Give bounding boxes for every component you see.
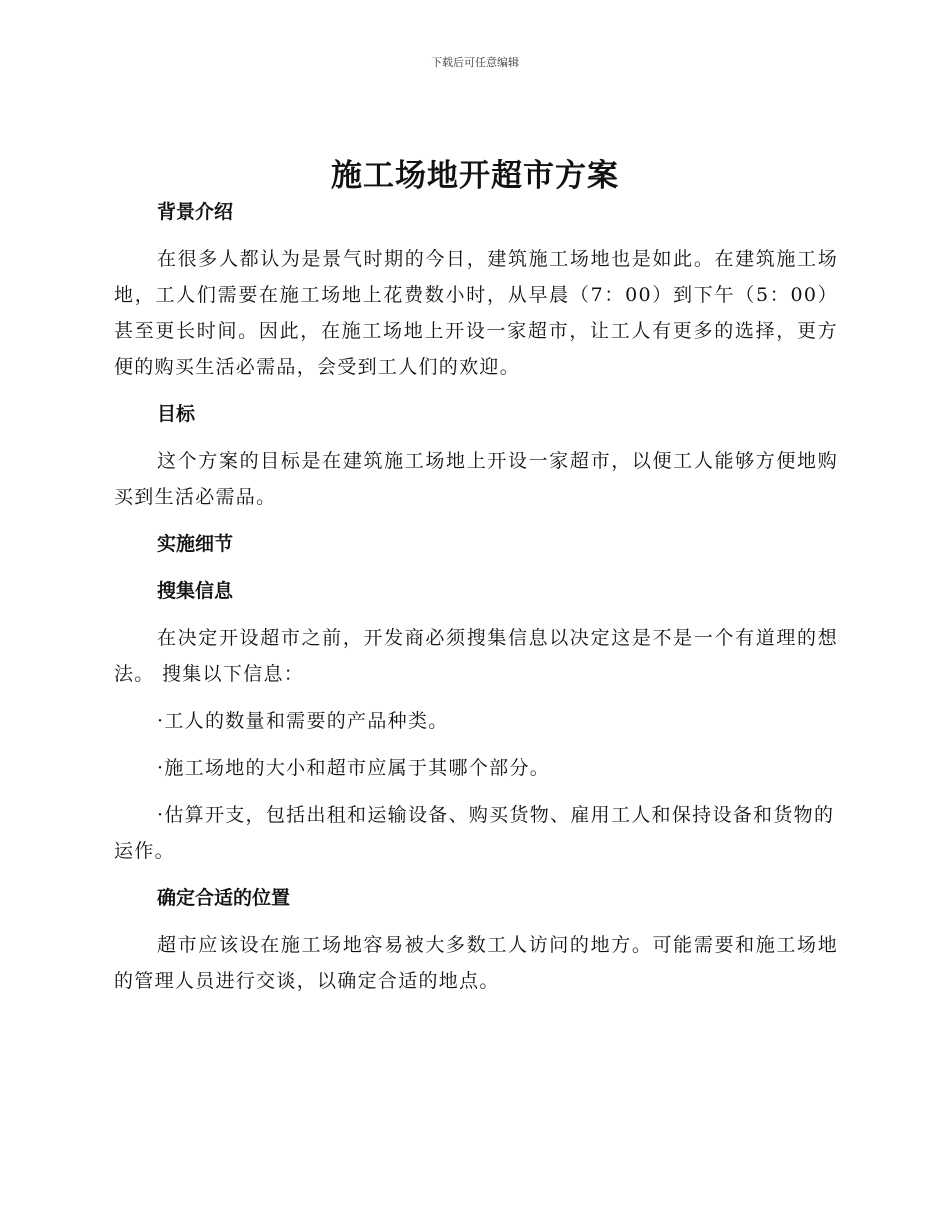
document-body bbox=[114, 194, 838, 1010]
section-heading-implementation: 实施细节 bbox=[157, 533, 234, 555]
bullet-item bbox=[114, 797, 838, 869]
bullet-dot-icon: · bbox=[157, 757, 165, 779]
page-title: 施工场地开超市方案 bbox=[331, 158, 619, 194]
bullet-text: 施工场地的大小和超市应属于其哪个部分。 bbox=[164, 757, 551, 779]
paragraph-location: 超市应该设在施工场地容易被大多数工人访问的地方。可能需要和施工场地的管理人员进行交谈，以确定合适的地点。 bbox=[114, 934, 838, 992]
bullet-item bbox=[114, 703, 838, 739]
paragraph-background: 在很多人都认为是景气时期的今日，建筑施工场地也是如此。在建筑施工场地，工人们需要在施工场地上花费数小时，从早晨（7：00）到下午（5：00）甚至更长时间。因此，在施工场地上开设一家超市，让工人有更多的选择，更方便的购买生活必需品，会受到工人们的欢迎。 bbox=[114, 248, 838, 378]
bullet-dot-icon: · bbox=[157, 710, 165, 732]
bullet-dot-icon: · bbox=[157, 804, 165, 826]
paragraph-goal: 这个方案的目标是在建筑施工场地上开设一家超市，以便工人能够方便地购买到生活必需品。 bbox=[114, 450, 838, 508]
paragraph-collect: 在决定开设超市之前，开发商必须搜集信息以决定这是不是一个有道理的想法。 搜集以下信息： bbox=[114, 627, 838, 685]
bullet-item bbox=[114, 750, 838, 786]
section-heading-background: 背景介绍 bbox=[157, 201, 234, 223]
section-heading-location: 确定合适的位置 bbox=[157, 887, 291, 909]
section-heading-goal: 目标 bbox=[157, 403, 196, 425]
bullet-text: 估算开支，包括出租和运输设备、购买货物、雇用工人和保持设备和货物的运作。 bbox=[114, 804, 835, 862]
section-heading-collect: 搜集信息 bbox=[157, 580, 234, 602]
header-note: 下载后可任意编辑 bbox=[431, 56, 519, 69]
bullet-text: 工人的数量和需要的产品种类。 bbox=[164, 710, 449, 732]
